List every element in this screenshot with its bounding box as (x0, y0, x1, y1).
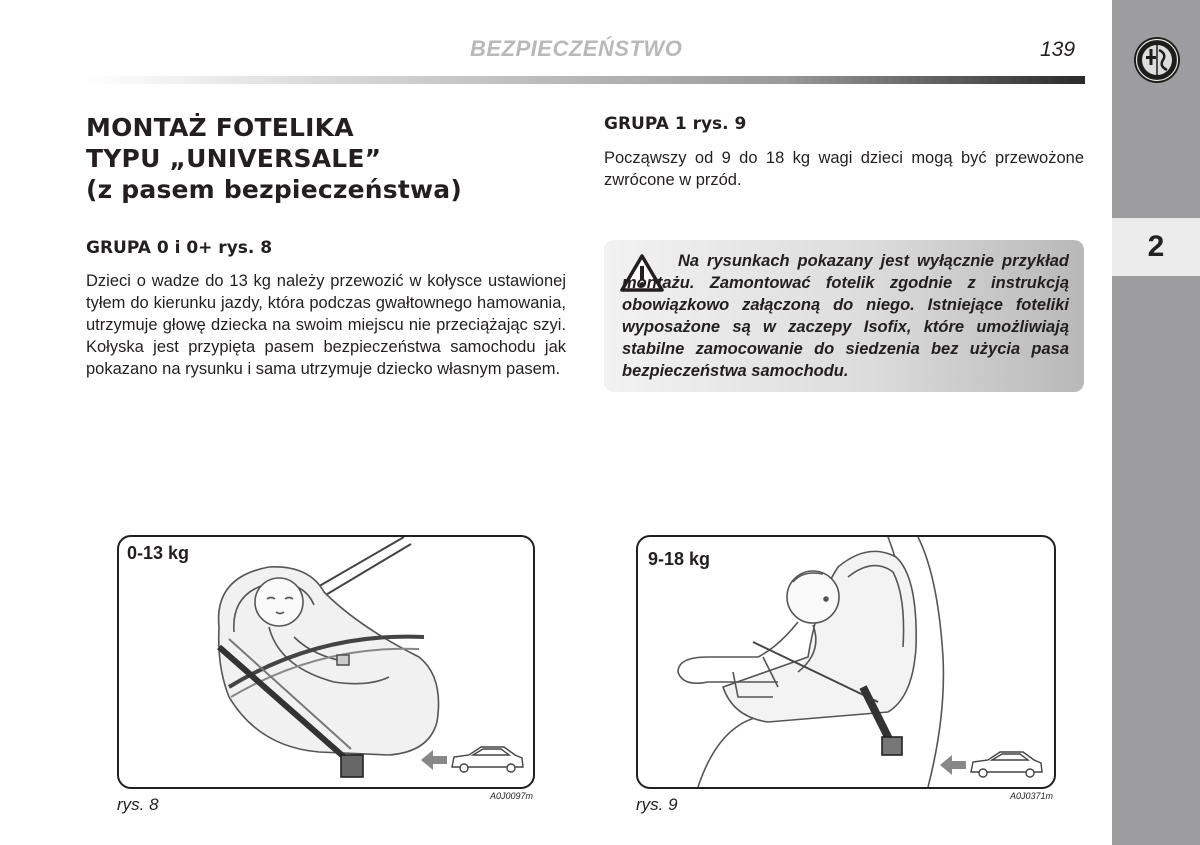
section-title: BEZPIECZEŃSTWO (470, 36, 683, 61)
main-title-line-3: (z pasem bezpieczeństwa) (86, 175, 463, 204)
figure-8-code: A0J0097m (490, 791, 534, 801)
figure-9-weight-label: 9-18 kg (648, 549, 711, 569)
figure-9-frame (636, 535, 1056, 789)
main-title (86, 112, 566, 205)
group0-text: Dzieci o wadze do 13 kg należy przewozić w kołysce ustawionej tyłem do kierunku jazdy, która podczas gwałtownego hamowania, utrzymuje głowę dziecka na swoim miejscu nie przeciążając szyi. Kołyska jest przypięta pasem bezpieczeństwa samochodu jak pokazano na rysunku i sama utrzymuje dziecko własnym pasem. (86, 272, 566, 378)
infant-carrier-illustration (119, 537, 533, 787)
chapter-number: 2 (1147, 230, 1165, 263)
page-number: 139 (1040, 38, 1076, 61)
main-title-line-1: MONTAŻ FOTELIKA (86, 113, 354, 142)
direction-arrow-icon (421, 750, 447, 770)
header-rule (85, 76, 1085, 84)
group1-heading: GRUPA 1 rys. 9 (604, 114, 747, 134)
side-tab-strip (1112, 0, 1200, 845)
figure-8-caption: rys. 8 (117, 795, 159, 814)
figure-8-weight-label: 0-13 kg (127, 543, 190, 563)
figure-8-frame (117, 535, 535, 789)
car-icon (971, 752, 1042, 777)
group0-heading: GRUPA 0 i 0+ rys. 8 (86, 238, 273, 258)
warning-text: Na rysunkach pokazany jest wyłącznie przykład montażu. Zamontować fotelik zgodnie z instrukcją obowiązkowo załączoną do niego. Istniejące foteliki wyposażone są w zaczepy Isofix, które umożliwiają stabilne zamocowanie do siedzenia bez użycia pasa bezpieczeństwa samochodu. (622, 252, 1069, 380)
car-icon (452, 747, 523, 772)
forward-child-seat-illustration (638, 537, 1054, 787)
group1-text: Począwszy od 9 do 18 kg wagi dzieci mogą być przewożone zwrócone w przód. (604, 149, 1084, 189)
warning-text-block (622, 250, 1069, 382)
figure-9-code: A0J0371m (1010, 791, 1054, 801)
main-title-line-2: TYPU „UNIVERSALE” (86, 144, 382, 173)
figure-9-caption: rys. 9 (636, 795, 678, 814)
alfa-romeo-logo-icon (1133, 36, 1181, 84)
direction-arrow-icon (940, 755, 966, 775)
